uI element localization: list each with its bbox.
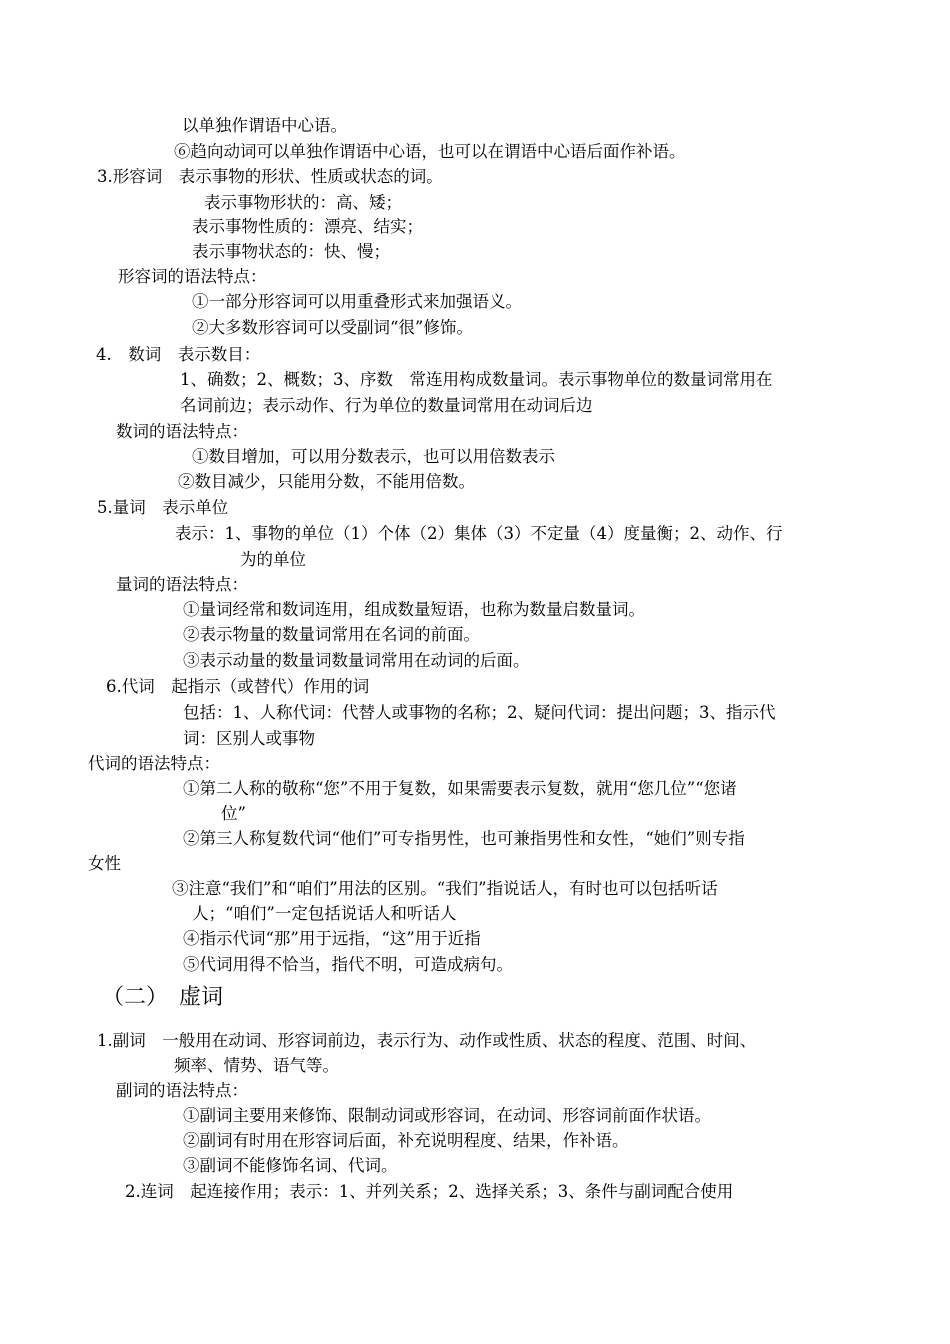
list-item: ①量词经常和数词连用，组成数量短语，也称为数量启数量词。 xyxy=(183,600,645,619)
list-item: ⑤代词用得不恰当，指代不明，可造成病句。 xyxy=(183,955,513,974)
list-item: ④指示代词“那”用于远指，“这”用于近指 xyxy=(183,929,481,948)
subheading: 数词的语法特点： xyxy=(116,422,248,441)
section-heading: 1.副词 一般用在动词、形容词前边，表示行为、动作或性质、状态的程度、范围、时间、 xyxy=(97,1031,757,1050)
subheading: 形容词的语法特点： xyxy=(118,267,267,286)
list-item: ①一部分形容词可以用重叠形式来加强语义。 xyxy=(192,292,522,311)
list-item: ①数目增加，可以用分数表示，也可以用倍数表示 xyxy=(192,447,555,466)
list-item: ③表示动量的数量词数量词常用在动词的后面。 xyxy=(183,651,530,670)
text-line: 人；“咱们”一定包括说话人和听话人 xyxy=(192,904,457,923)
text-line: 1、确数；2、概数；3、序数 常连用构成数量词。表示事物单位的数量词常用在 xyxy=(180,370,773,389)
list-item: ②数目减少，只能用分数，不能用倍数。 xyxy=(178,472,475,491)
text-line: 频率、情势、语气等。 xyxy=(174,1056,339,1075)
list-item: ③注意“我们”和“咱们”用法的区别。“我们”指说话人，有时也可以包括听话 xyxy=(172,879,718,898)
list-item: ②第三人称复数代词“他们”可专指男性，也可兼指男性和女性，“她们”则专指 xyxy=(183,829,745,848)
text-line: 表示事物性质的：漂亮、结实； xyxy=(192,217,423,236)
text-line: 表示事物形状的：高、矮； xyxy=(204,193,402,212)
text-line: 位” xyxy=(221,804,246,823)
section-heading: 4. 数词 表示数目： xyxy=(96,345,261,364)
list-item: ②副词有时用在形容词后面，补充说明程度、结果，作补语。 xyxy=(183,1131,629,1150)
text-line: 词：区别人或事物 xyxy=(183,729,315,748)
text-line: 为的单位 xyxy=(240,550,306,569)
text-line: 表示：1、事物的单位（1）个体（2）集体（3）不定量（4）度量衡；2、动作、行 xyxy=(175,524,783,543)
part-heading: （二） 虚词 xyxy=(102,985,224,1010)
text-line: 包括：1、人称代词：代替人或事物的名称；2、疑问代词：提出问题；3、指示代 xyxy=(183,703,776,722)
subheading: 副词的语法特点： xyxy=(116,1081,248,1100)
text-line: ⑥趋向动词可以单独作谓语中心语，也可以在谓语中心语后面作补语。 xyxy=(174,142,686,161)
list-item: ②表示物量的数量词常用在名词的前面。 xyxy=(183,625,480,644)
text-line: 以单独作谓语中心语。 xyxy=(182,116,347,135)
section-heading: 2.连词 起连接作用；表示：1、并列关系；2、选择关系；3、条件与副词配合使用 xyxy=(125,1182,734,1201)
list-item: ③副词不能修饰名词、代词。 xyxy=(183,1156,398,1175)
section-heading: 3.形容词 表示事物的形状、性质或状态的词。 xyxy=(97,167,443,186)
list-item: ②大多数形容词可以受副词“很”修饰。 xyxy=(192,318,473,337)
section-heading: 5.量词 表示单位 xyxy=(97,498,229,517)
text-line: 表示事物状态的：快、慢； xyxy=(192,242,390,261)
subheading: 量词的语法特点： xyxy=(116,575,248,594)
subheading: 代词的语法特点： xyxy=(88,754,220,773)
list-item: ①第二人称的敬称“您”不用于复数，如果需要表示复数，就用“您几位”“您诸 xyxy=(183,779,737,798)
text-line: 名词前边；表示动作、行为单位的数量词常用在动词后边 xyxy=(180,396,593,415)
list-item: ①副词主要用来修饰、限制动词或形容词，在动词、形容词前面作状语。 xyxy=(183,1106,711,1125)
section-heading: 6.代词 起指示（或替代）作用的词 xyxy=(106,677,370,696)
text-line: 女性 xyxy=(88,854,121,873)
